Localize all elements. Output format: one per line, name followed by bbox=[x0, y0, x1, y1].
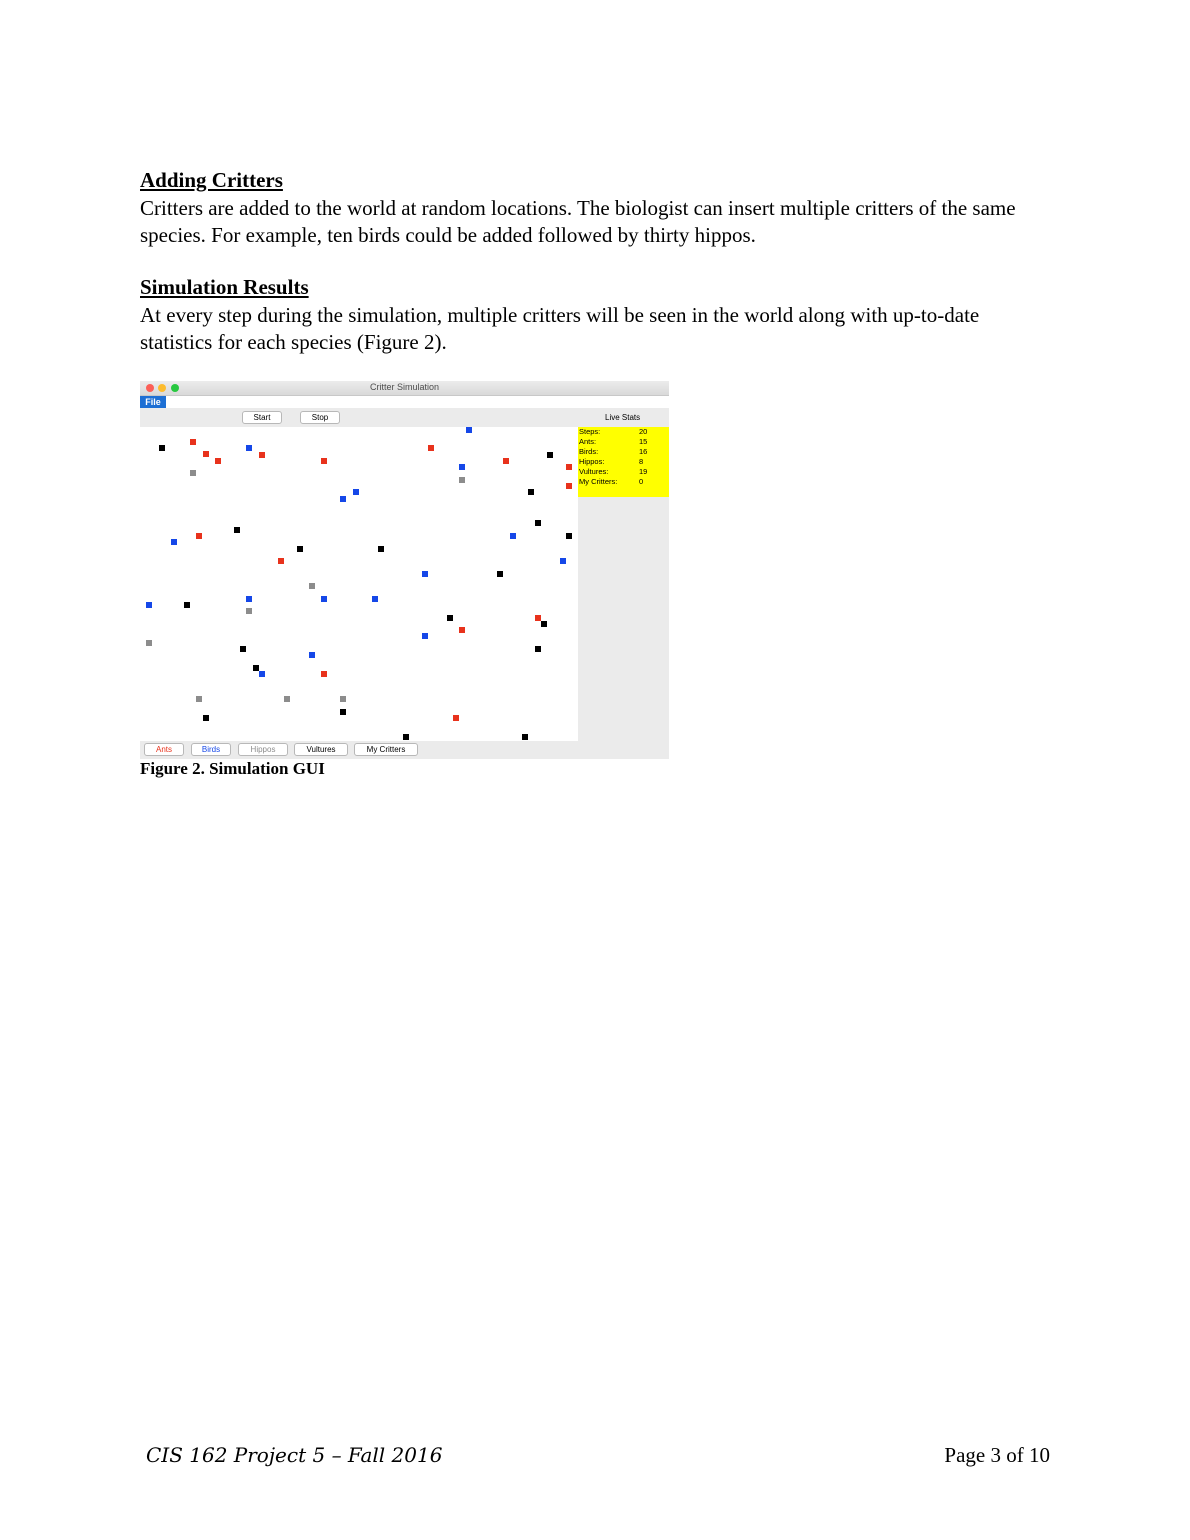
ant-critter bbox=[503, 458, 509, 464]
ant-critter bbox=[321, 458, 327, 464]
vulture-critter bbox=[528, 489, 534, 495]
bird-critter bbox=[340, 496, 346, 502]
bird-critter bbox=[510, 533, 516, 539]
ant-critter bbox=[453, 715, 459, 721]
ant-critter bbox=[196, 533, 202, 539]
bird-critter bbox=[146, 602, 152, 608]
window-titlebar bbox=[140, 381, 669, 396]
section-paragraph-adding-critters: Critters are added to the world at random locations. The biologist can insert multiple critters of the same species. For example, ten birds could be added followed by thirty hippos. bbox=[140, 196, 1016, 247]
ant-critter bbox=[203, 451, 209, 457]
hippo-critter bbox=[146, 640, 152, 646]
section-heading-adding-critters: Adding Critters bbox=[140, 168, 283, 192]
live-stats-panel bbox=[578, 427, 669, 497]
stat-value: 8 bbox=[639, 457, 644, 466]
vulture-critter bbox=[566, 533, 572, 539]
bird-critter bbox=[372, 596, 378, 602]
bird-critter bbox=[466, 427, 472, 433]
vulture-critter bbox=[447, 615, 453, 621]
stat-label: My Critters: bbox=[579, 477, 618, 486]
bird-critter bbox=[560, 558, 566, 564]
vulture-critter bbox=[297, 546, 303, 552]
add-hippos-button[interactable]: Hippos bbox=[238, 743, 288, 756]
menu-bar bbox=[140, 396, 669, 408]
bird-critter bbox=[246, 596, 252, 602]
add-my-critters-button[interactable]: My Critters bbox=[354, 743, 418, 756]
hippo-critter bbox=[309, 583, 315, 589]
live-stats-title: Live Stats bbox=[605, 413, 641, 422]
figure-caption: Figure 2. Simulation GUI bbox=[140, 759, 325, 778]
ant-critter bbox=[259, 452, 265, 458]
footer-page-number: Page 3 of 10 bbox=[944, 1443, 1050, 1467]
ant-critter bbox=[566, 464, 572, 470]
stat-value: 0 bbox=[639, 477, 644, 486]
vulture-critter bbox=[340, 709, 346, 715]
vulture-critter bbox=[522, 734, 528, 740]
vulture-critter bbox=[253, 665, 259, 671]
figure-simulation-window bbox=[140, 381, 669, 759]
bird-critter bbox=[171, 539, 177, 545]
stat-label: Steps: bbox=[579, 427, 601, 436]
vulture-critter bbox=[403, 734, 409, 740]
file-menu[interactable]: File bbox=[140, 396, 166, 408]
hippo-critter bbox=[459, 477, 465, 483]
add-vultures-button[interactable]: Vultures bbox=[294, 743, 348, 756]
vulture-critter bbox=[159, 445, 165, 451]
stat-row-birds bbox=[578, 447, 669, 457]
stat-label: Birds: bbox=[579, 447, 599, 456]
bird-critter bbox=[259, 671, 265, 677]
bird-critter bbox=[321, 596, 327, 602]
stat-row-ants bbox=[578, 437, 669, 447]
hippo-critter bbox=[246, 608, 252, 614]
bird-critter bbox=[246, 445, 252, 451]
stat-row-vultures bbox=[578, 467, 669, 477]
add-birds-button[interactable]: Birds bbox=[191, 743, 231, 756]
hippo-critter bbox=[340, 696, 346, 702]
hippo-critter bbox=[196, 696, 202, 702]
vulture-critter bbox=[547, 452, 553, 458]
vulture-critter bbox=[541, 621, 547, 627]
ant-critter bbox=[428, 445, 434, 451]
vulture-critter bbox=[240, 646, 246, 652]
hippo-critter bbox=[190, 470, 196, 476]
start-button[interactable]: Start bbox=[242, 411, 282, 424]
stat-value: 15 bbox=[639, 437, 648, 446]
vulture-critter bbox=[234, 527, 240, 533]
toolbar bbox=[140, 408, 669, 427]
world-grid bbox=[140, 427, 578, 741]
vulture-critter bbox=[184, 602, 190, 608]
vulture-critter bbox=[535, 520, 541, 526]
stat-label: Vultures: bbox=[579, 467, 609, 476]
bird-critter bbox=[422, 633, 428, 639]
bird-critter bbox=[422, 571, 428, 577]
bird-critter bbox=[309, 652, 315, 658]
stat-label: Hippos: bbox=[579, 457, 605, 466]
species-button-bar bbox=[140, 741, 669, 759]
footer-course-label: CIS 162 Project 5 – Fall 2016 bbox=[146, 1443, 443, 1467]
stat-value: 19 bbox=[639, 467, 648, 476]
ant-critter bbox=[190, 439, 196, 445]
ant-critter bbox=[566, 483, 572, 489]
section-paragraph-simulation-results: At every step during the simulation, multiple critters will be seen in the world along with up-to-date statistics for each species (Figure 2). bbox=[140, 303, 980, 354]
ant-critter bbox=[278, 558, 284, 564]
add-ants-button[interactable]: Ants bbox=[144, 743, 184, 756]
hippo-critter bbox=[284, 696, 290, 702]
bird-critter bbox=[353, 489, 359, 495]
stat-row-hippos bbox=[578, 457, 669, 467]
vulture-critter bbox=[497, 571, 503, 577]
stat-value: 20 bbox=[639, 427, 648, 436]
ant-critter bbox=[321, 671, 327, 677]
vulture-critter bbox=[535, 646, 541, 652]
vulture-critter bbox=[378, 546, 384, 552]
window-title: Critter Simulation bbox=[369, 382, 440, 392]
stat-label: Ants: bbox=[579, 437, 597, 446]
bird-critter bbox=[459, 464, 465, 470]
stat-row-steps bbox=[578, 427, 669, 437]
vulture-critter bbox=[203, 715, 209, 721]
stop-button[interactable]: Stop bbox=[300, 411, 340, 424]
stat-value: 16 bbox=[639, 447, 648, 456]
stat-row-my-critters bbox=[578, 477, 669, 487]
section-heading-simulation-results: Simulation Results bbox=[140, 275, 309, 299]
ant-critter bbox=[459, 627, 465, 633]
ant-critter bbox=[215, 458, 221, 464]
